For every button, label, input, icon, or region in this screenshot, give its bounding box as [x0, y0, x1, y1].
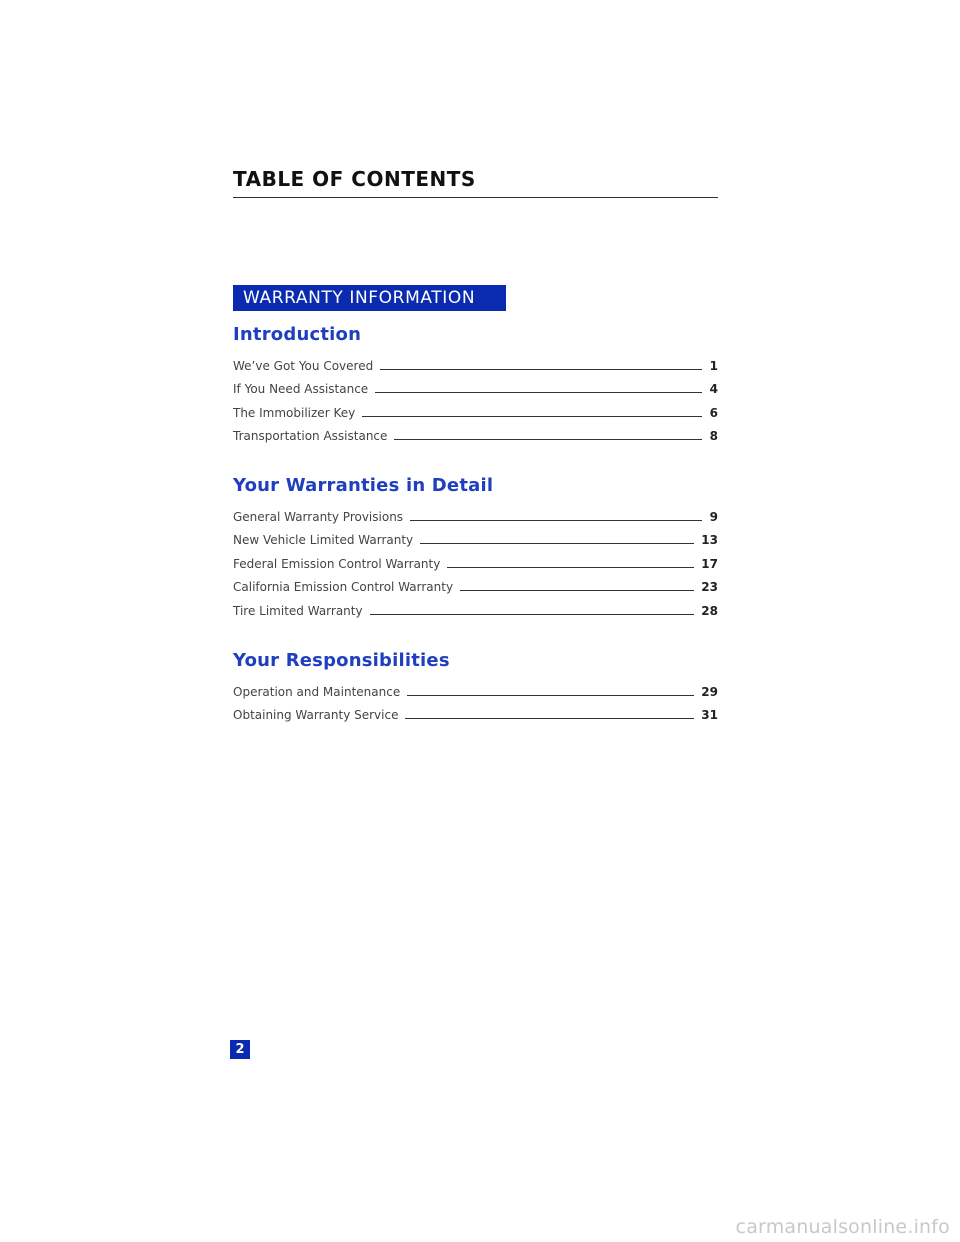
toc-entry-list: [233, 350, 718, 444]
toc-entry-page: 13: [701, 533, 718, 547]
toc-entry-label: Tire Limited Warranty: [233, 603, 363, 618]
toc-entry-page: 17: [701, 556, 718, 571]
toc-entry-label: If You Need Assistance: [233, 382, 369, 396]
leader-line: [375, 392, 702, 393]
section-heading: Introduction: [233, 324, 362, 345]
toc-entry[interactable]: [233, 548, 718, 572]
warranty-information-banner: WARRANTY INFORMATION: [233, 285, 506, 311]
toc-entry[interactable]: [233, 421, 718, 445]
toc-entry[interactable]: [233, 501, 718, 525]
toc-entry-page: 8: [709, 429, 718, 443]
toc-entry-list: [233, 676, 718, 723]
toc-entry-page: 31: [701, 708, 718, 722]
toc-entry-page: 28: [701, 603, 718, 618]
toc-entry[interactable]: [233, 572, 718, 596]
toc-entry[interactable]: [233, 700, 718, 724]
leader-line: [410, 520, 702, 521]
toc-entry-label: New Vehicle Limited Warranty: [233, 533, 414, 547]
page-number-badge: 2: [230, 1040, 250, 1059]
toc-entry[interactable]: [233, 595, 718, 619]
toc-entry[interactable]: [233, 525, 718, 549]
section-responsibilities: [233, 650, 718, 723]
toc-entry-label: Transportation Assistance: [233, 429, 388, 443]
toc-entry[interactable]: [233, 397, 718, 421]
toc-entry-page: 6: [709, 405, 718, 420]
section-introduction: [233, 324, 718, 444]
page-title: TABLE OF CONTENTS: [233, 167, 476, 191]
toc-entry-page: 1: [709, 358, 718, 373]
leader-line: [447, 567, 694, 568]
toc-entry[interactable]: [233, 374, 718, 398]
leader-line: [420, 543, 694, 544]
leader-line: [380, 369, 702, 370]
toc-entry-page: 4: [709, 382, 718, 396]
toc-entry-label: We’ve Got You Covered: [233, 358, 374, 373]
section-heading: Your Warranties in Detail: [233, 475, 494, 496]
leader-line: [370, 614, 695, 615]
toc-entry-page: 23: [701, 580, 718, 594]
leader-line: [405, 718, 694, 719]
watermark-text: carmanualsonline.info: [735, 1216, 950, 1238]
toc-entry-page: 29: [701, 684, 718, 699]
section-heading: Your Responsibilities: [233, 650, 450, 671]
toc-entry-page: 9: [709, 509, 718, 524]
toc-entry-label: California Emission Control Warranty: [233, 580, 454, 594]
toc-entry-label: Obtaining Warranty Service: [233, 708, 399, 722]
toc-entry-label: The Immobilizer Key: [233, 405, 356, 420]
leader-line: [460, 590, 694, 591]
leader-line: [407, 695, 694, 696]
toc-entry-label: Federal Emission Control Warranty: [233, 556, 441, 571]
toc-entry[interactable]: [233, 676, 718, 700]
leader-line: [362, 416, 702, 417]
section-warranties-in-detail: [233, 475, 718, 619]
toc-entry-label: General Warranty Provisions: [233, 509, 404, 524]
toc-entry[interactable]: [233, 350, 718, 374]
toc-entry-list: [233, 501, 718, 619]
leader-line: [394, 439, 702, 440]
title-divider: [233, 197, 718, 198]
toc-entry-label: Operation and Maintenance: [233, 684, 401, 699]
